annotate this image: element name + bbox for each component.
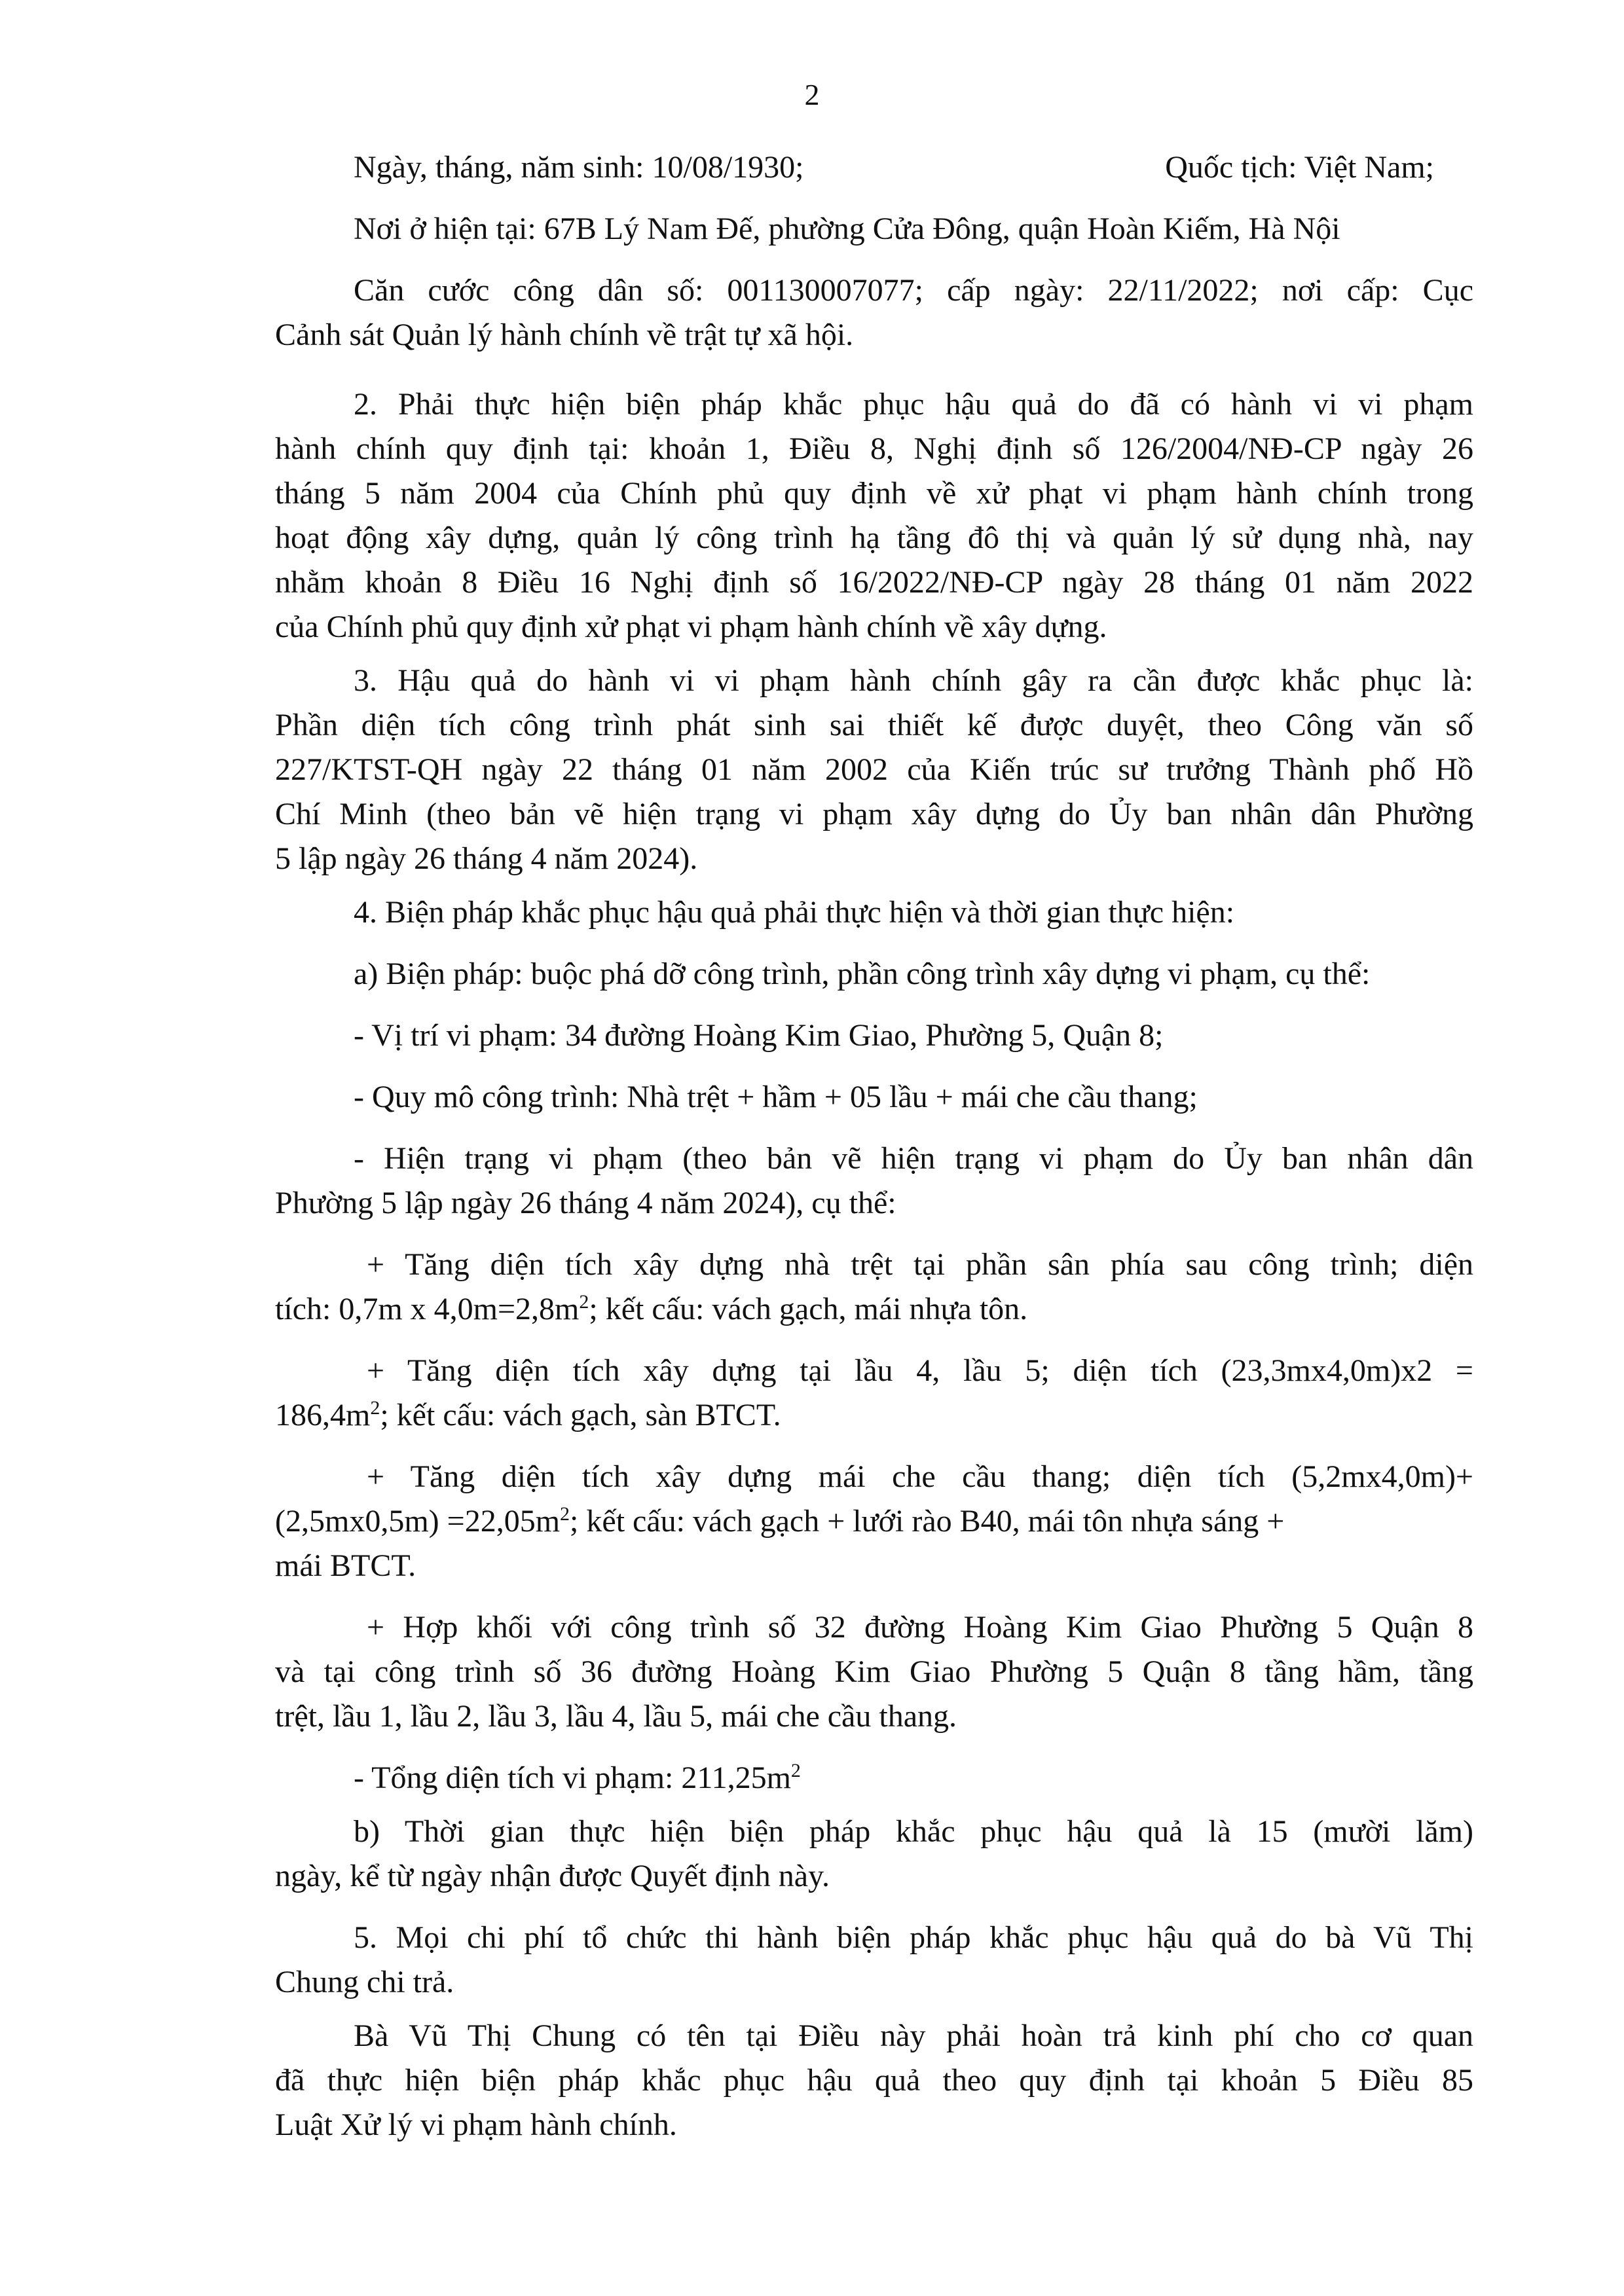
superscript: 2 [370,1397,380,1419]
superscript: 2 [790,1760,801,1781]
item-4-line-2: và tại công trình số 36 đường Hoàng Kim Giao Phường 5 Quận 8 tầng hầm, tầng [275,1654,1473,1689]
item-1-structure: ; kết cấu: vách gạch, mái nhựa tôn. [589,1292,1028,1326]
section-3-line: Chí Minh (theo bản vẽ hiện trạng vi phạm xây dựng do Ủy ban nhân dân Phường [275,797,1473,831]
total-violation-area [275,1756,1473,1800]
item-3-line-2 [275,1499,1473,1544]
refund-line-2: đã thực hiện biện pháp khắc phục hậu quả theo quy định tại khoản 5 Điều 85 [275,2063,1473,2098]
section-4-heading: 4. Biện pháp khắc phục hậu quả phải thực hiện và thời gian thực hiện: [354,895,1235,930]
total-area-text: - Tổng diện tích vi phạm: 211,25m [354,1760,791,1795]
section-2-line: 2. Phải thực hiện biện pháp khắc phục hậu quả do đã có hành vi vi phạm [354,387,1473,422]
violation-location: - Vị trí vi phạm: 34 đường Hoàng Kim Giao, Phường 5, Quận 8; [354,1018,1164,1053]
section-5 [275,1916,1473,2147]
current-address: Nơi ở hiện tại: 67B Lý Nam Đế, phường Cửa Đông, quận Hoàn Kiếm, Hà Nội [354,211,1340,246]
violation-status-line-1: - Hiện trạng vi phạm (theo bản vẽ hiện trạng vi phạm do Ủy ban nhân dân [354,1141,1473,1176]
superscript: 2 [579,1291,589,1313]
section-3-line: 5 lập ngày 26 tháng 4 năm 2024). [275,841,698,876]
item-2-structure: ; kết cấu: vách gạch, sàn BTCT. [380,1398,781,1432]
id-card-line-1: Căn cước công dân số: 001130007077; cấp ngày: 22/11/2022; nơi cấp: Cục [354,273,1473,308]
item-4-line-1: + Hợp khối với công trình số 32 đường Hoàng Kim Giao Phường 5 Quận 8 [367,1610,1473,1645]
section-2 [275,382,1473,649]
page-number: 2 [804,78,820,111]
violation-status-line-2: Phường 5 lập ngày 26 tháng 4 năm 2024), cụ thể: [275,1186,896,1220]
section-2-line: tháng 5 năm 2004 của Chính phủ quy định về xử phạt vi phạm hành chính trong [275,476,1473,511]
section-2-line: hành chính quy định tại: khoản 1, Điều 8, Nghị định số 126/2004/NĐ-CP ngày 26 [275,431,1473,466]
measure-b-line-1: b) Thời gian thực hiện biện pháp khắc phục hậu quả là 15 (mười lăm) [354,1814,1473,1849]
birth-nationality-row [275,145,1473,190]
item-1-line-1: + Tăng diện tích xây dựng nhà trệt tại phần sân phía sau công trình; diện [367,1247,1473,1282]
superscript: 2 [560,1503,570,1525]
measure-a: a) Biện pháp: buộc phá dỡ công trình, phần công trình xây dựng vi phạm, cụ thể: [354,957,1371,991]
item-3-area: (2,5mx0,5m) =22,05m [275,1504,561,1539]
item-2-line-1: + Tăng diện tích xây dựng tại lầu 4, lầu 5; diện tích (23,3mx4,0m)x2 = [367,1353,1473,1388]
section-4 [275,890,1473,1899]
item-3-line-1: + Tăng diện tích xây dựng mái che cầu thang; diện tích (5,2mx4,0m)+ [367,1459,1473,1494]
date-of-birth: Ngày, tháng, năm sinh: 10/08/1930; [354,150,804,185]
id-card-line-2: Cảnh sát Quản lý hành chính về trật tự xã hội. [275,318,854,352]
refund-line-3: Luật Xử lý vi phạm hành chính. [275,2107,677,2142]
item-3-line-3: mái BTCT. [275,1548,416,1583]
section-2-line: hoạt động xây dựng, quản lý công trình hạ tầng đô thị và quản lý sử dụng nhà, nay [275,520,1473,555]
section-2-line: nhằm khoản 8 Điều 16 Nghị định số 16/2022/NĐ-CP ngày 28 tháng 01 năm 2022 [275,565,1473,600]
measure-b-line-2: ngày, kể từ ngày nhận được Quyết định này. [275,1859,830,1893]
item-1-line-2 [275,1287,1473,1332]
item-2-line-2 [275,1393,1473,1438]
section-3-line: 227/KTST-QH ngày 22 tháng 01 năm 2002 của Kiến trúc sư trưởng Thành phố Hồ [275,752,1473,787]
nationality: Quốc tịch: Việt Nam; [1165,150,1434,185]
section-3-line: Phần diện tích công trình phát sinh sai thiết kế được duyệt, theo Công văn số [275,708,1473,742]
refund-line-1: Bà Vũ Thị Chung có tên tại Điều này phải hoàn trả kinh phí cho cơ quan [354,2018,1473,2053]
item-3-structure: ; kết cấu: vách gạch + lưới rào B40, mái tôn nhựa sáng + [570,1504,1285,1539]
item-1-area: tích: 0,7m x 4,0m=2,8m [275,1292,580,1326]
document-body [275,145,1473,2147]
item-4-line-3: trệt, lầu 1, lầu 2, lầu 3, lầu 4, lầu 5, mái che cầu thang. [275,1699,957,1734]
section-5-line-1: 5. Mọi chi phí tổ chức thi hành biện pháp khắc phục hậu quả do bà Vũ Thị [354,1920,1473,1955]
section-5-line-2: Chung chi trả. [275,1965,454,1999]
section-3 [275,659,1473,881]
item-2-area: 186,4m [275,1398,371,1432]
section-3-line: 3. Hậu quả do hành vi vi phạm hành chính gây ra cần được khắc phục là: [354,663,1473,698]
section-2-line: của Chính phủ quy định xử phạt vi phạm hành chính về xây dựng. [275,610,1107,644]
construction-scale: - Quy mô công trình: Nhà trệt + hầm + 05 lầu + mái che cầu thang; [354,1080,1198,1114]
